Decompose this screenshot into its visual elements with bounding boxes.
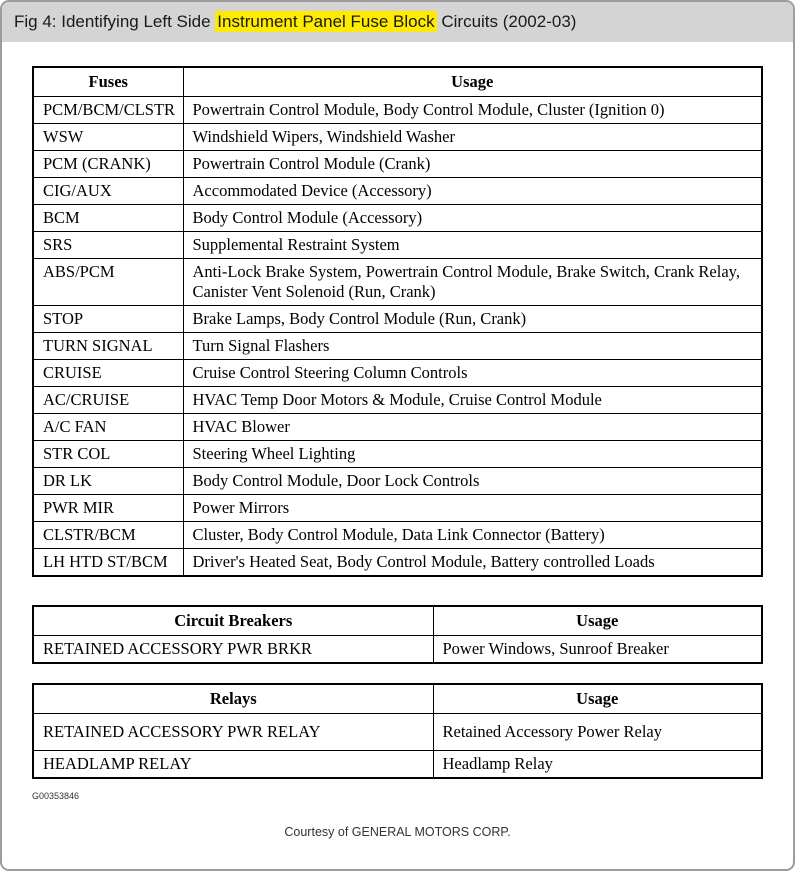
fuse-usage-cell: Cluster, Body Control Module, Data Link Connector (Battery) <box>183 522 762 549</box>
fuse-name-cell: LH HTD ST/BCM <box>33 549 183 577</box>
circuit-breaker-table <box>32 605 763 664</box>
fuse-row <box>33 97 762 124</box>
fuse-row <box>33 333 762 360</box>
fuse-name-cell: PWR MIR <box>33 495 183 522</box>
fuse-name-cell: STOP <box>33 306 183 333</box>
breaker-name-cell: RETAINED ACCESSORY PWR BRKR <box>33 636 433 664</box>
fuse-usage-cell: Steering Wheel Lighting <box>183 441 762 468</box>
fuse-usage-cell: Windshield Wipers, Windshield Washer <box>183 124 762 151</box>
fuse-name-cell: ABS/PCM <box>33 259 183 306</box>
fuse-name-cell: PCM (CRANK) <box>33 151 183 178</box>
breaker-table-col2-header: Usage <box>433 606 762 636</box>
fuse-row <box>33 549 762 577</box>
figure-titlebar <box>2 2 793 42</box>
fuse-name-cell: BCM <box>33 205 183 232</box>
fuse-table-col2-header: Usage <box>183 67 762 97</box>
fuse-row <box>33 151 762 178</box>
fuse-name-cell: WSW <box>33 124 183 151</box>
relay-name-cell: HEADLAMP RELAY <box>33 751 433 779</box>
fuse-usage-cell: Driver's Heated Seat, Body Control Module, Battery controlled Loads <box>183 549 762 577</box>
fuse-row <box>33 124 762 151</box>
fuse-usage-cell: Cruise Control Steering Column Controls <box>183 360 762 387</box>
fuse-usage-cell: HVAC Blower <box>183 414 762 441</box>
fuse-usage-cell: HVAC Temp Door Motors & Module, Cruise Control Module <box>183 387 762 414</box>
breaker-table-header-row <box>33 606 762 636</box>
fuse-usage-cell: Accommodated Device (Accessory) <box>183 178 762 205</box>
figure-title <box>14 12 576 32</box>
title-highlight: Instrument Panel Fuse Block <box>217 12 435 31</box>
relay-usage-cell: Retained Accessory Power Relay <box>433 714 762 751</box>
fuse-usage-cell: Power Mirrors <box>183 495 762 522</box>
fuse-name-cell: DR LK <box>33 468 183 495</box>
relay-usage-cell: Headlamp Relay <box>433 751 762 779</box>
relay-table <box>32 683 763 779</box>
fuse-row <box>33 178 762 205</box>
relay-table-col1-header: Relays <box>33 684 433 714</box>
fuse-row <box>33 205 762 232</box>
fuse-usage-cell: Body Control Module, Door Lock Controls <box>183 468 762 495</box>
fuse-row <box>33 259 762 306</box>
figure-content <box>2 42 793 839</box>
fuse-usage-cell: Body Control Module (Accessory) <box>183 205 762 232</box>
relay-table-col2-header: Usage <box>433 684 762 714</box>
fuse-usage-cell: Anti-Lock Brake System, Powertrain Control Module, Brake Switch, Crank Relay, Canister Vent Solenoid (Run, Crank) <box>183 259 762 306</box>
fuse-name-cell: CIG/AUX <box>33 178 183 205</box>
relay-row <box>33 751 762 779</box>
fuse-usage-cell: Supplemental Restraint System <box>183 232 762 259</box>
figure-title-prefix: Fig 4: Identifying Left Side <box>14 12 216 31</box>
fuse-table-col1-header: Fuses <box>33 67 183 97</box>
breaker-usage-cell: Power Windows, Sunroof Breaker <box>433 636 762 664</box>
fuse-row <box>33 387 762 414</box>
relay-row <box>33 714 762 751</box>
fuse-usage-cell: Turn Signal Flashers <box>183 333 762 360</box>
fuse-name-cell: STR COL <box>33 441 183 468</box>
fuse-name-cell: AC/CRUISE <box>33 387 183 414</box>
fuse-name-cell: CRUISE <box>33 360 183 387</box>
fuse-row <box>33 441 762 468</box>
fuse-row <box>33 306 762 333</box>
fuse-row <box>33 522 762 549</box>
breaker-row <box>33 636 762 664</box>
fuse-name-cell: PCM/BCM/CLSTR <box>33 97 183 124</box>
fuse-name-cell: CLSTR/BCM <box>33 522 183 549</box>
fuse-usage-cell: Brake Lamps, Body Control Module (Run, Crank) <box>183 306 762 333</box>
breaker-table-col1-header: Circuit Breakers <box>33 606 433 636</box>
fuse-usage-cell: Powertrain Control Module, Body Control Module, Cluster (Ignition 0) <box>183 97 762 124</box>
figure-id: G00353846 <box>32 791 80 801</box>
relay-table-header-row <box>33 684 762 714</box>
figure-title-suffix: Circuits (2002-03) <box>436 12 577 31</box>
fuse-table <box>32 66 763 577</box>
fuse-row <box>33 414 762 441</box>
fuse-name-cell: TURN SIGNAL <box>33 333 183 360</box>
courtesy-note: Courtesy of GENERAL MOTORS CORP. <box>284 825 511 839</box>
fuse-name-cell: A/C FAN <box>33 414 183 441</box>
fuse-usage-cell: Powertrain Control Module (Crank) <box>183 151 762 178</box>
fuse-row <box>33 232 762 259</box>
fuse-row <box>33 495 762 522</box>
fuse-table-header-row <box>33 67 762 97</box>
fuse-row <box>33 468 762 495</box>
fuse-name-cell: SRS <box>33 232 183 259</box>
relay-name-cell: RETAINED ACCESSORY PWR RELAY <box>33 714 433 751</box>
fuse-row <box>33 360 762 387</box>
